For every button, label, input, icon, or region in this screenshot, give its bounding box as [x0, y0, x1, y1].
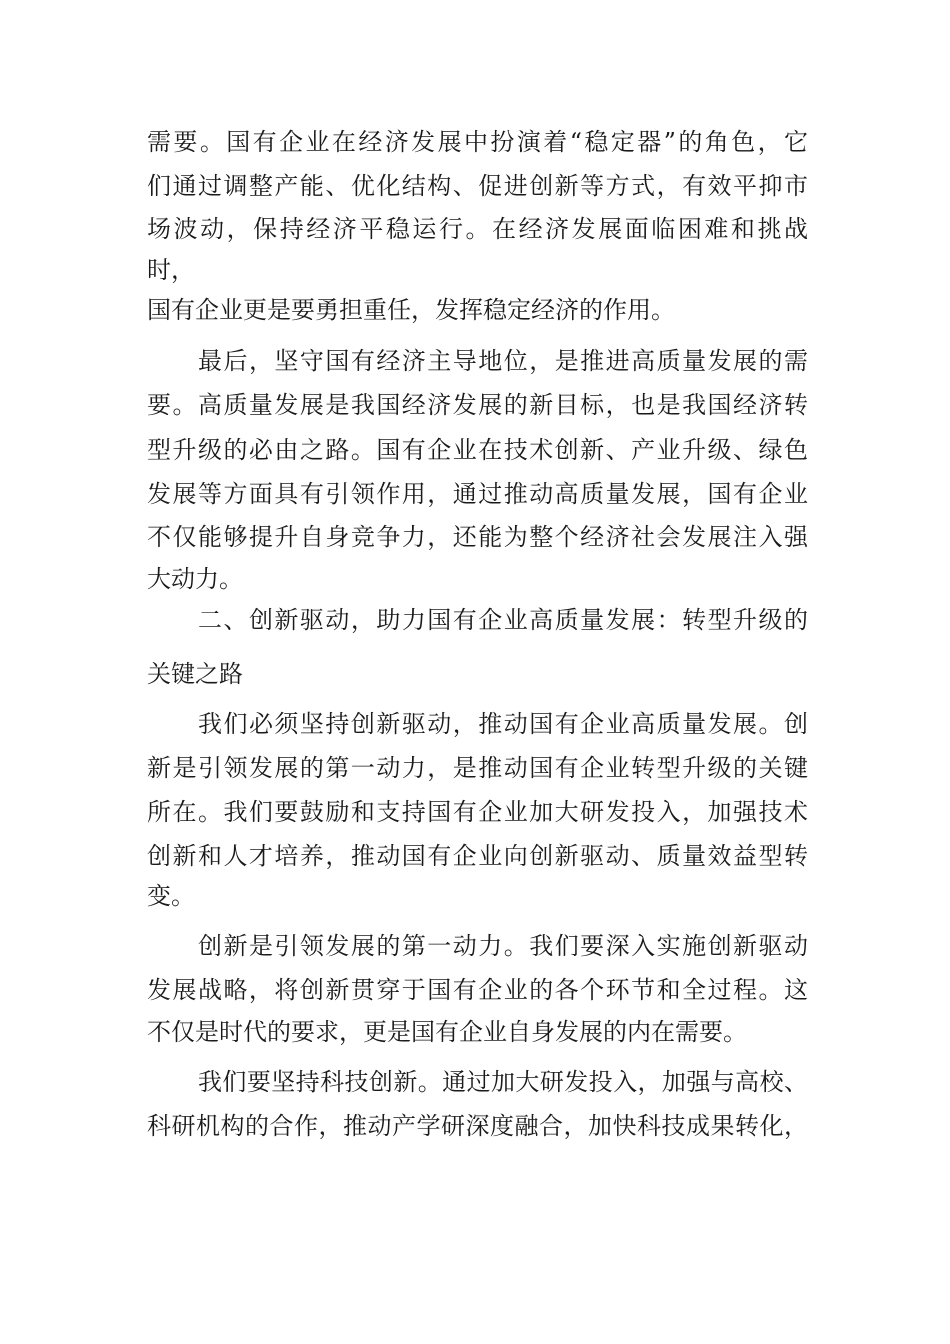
text-line-18: 发展战略，将创新贯穿于国有企业的各个环节和全过程。这	[147, 976, 808, 1004]
text-line-17: 创新是引领发展的第一动力。我们要深入实施创新驱动	[198, 932, 808, 960]
text-line-7: 要。高质量发展是我国经济发展的新目标，也是我国经济转	[147, 391, 808, 419]
text-line-11: 大动力。	[147, 565, 243, 593]
text-line-6: 最后，坚守国有经济主导地位，是推进高质量发展的需	[198, 347, 808, 375]
text-line-1: 需要。国有企业在经济发展中扮演着“稳定器”的角色，它	[147, 128, 808, 156]
text-line-10: 不仅能够提升自身竞争力，还能为整个经济社会发展注入强	[147, 523, 808, 551]
section-heading-line-1: 二、创新驱动，助力国有企业高质量发展：转型升级的	[198, 606, 808, 634]
text-line-20: 我们要坚持科技创新。通过加大研发投入，加强与高校、	[198, 1068, 808, 1096]
text-line-4: 时，	[147, 256, 195, 284]
text-line-19: 不仅是时代的要求，更是国有企业自身发展的内在需要。	[147, 1018, 747, 1046]
text-line-14: 所在。我们要鼓励和支持国有企业加大研发投入，加强技术	[147, 798, 808, 826]
text-line-3: 场波动，保持经济平稳运行。在经济发展面临困难和挑战	[147, 215, 808, 243]
section-heading-line-2: 关键之路	[147, 660, 243, 688]
text-line-15: 创新和人才培养，推动国有企业向创新驱动、质量效益型转	[147, 842, 808, 870]
text-line-8: 型升级的必由之路。国有企业在技术创新、产业升级、绿色	[147, 436, 808, 464]
text-line-16: 变。	[147, 882, 195, 910]
text-line-12: 我们必须坚持创新驱动，推动国有企业高质量发展。创	[198, 710, 808, 738]
text-line-2: 们通过调整产能、优化结构、促进创新等方式，有效平抑市	[147, 172, 808, 200]
text-line-21: 科研机构的合作，推动产学研深度融合，加快科技成果转化，	[147, 1112, 808, 1140]
text-line-9: 发展等方面具有引领作用，通过推动高质量发展，国有企业	[147, 480, 808, 508]
text-line-5: 国有企业更是要勇担重任，发挥稳定经济的作用。	[147, 296, 675, 324]
text-line-13: 新是引领发展的第一动力，是推动国有企业转型升级的关键	[147, 754, 808, 782]
